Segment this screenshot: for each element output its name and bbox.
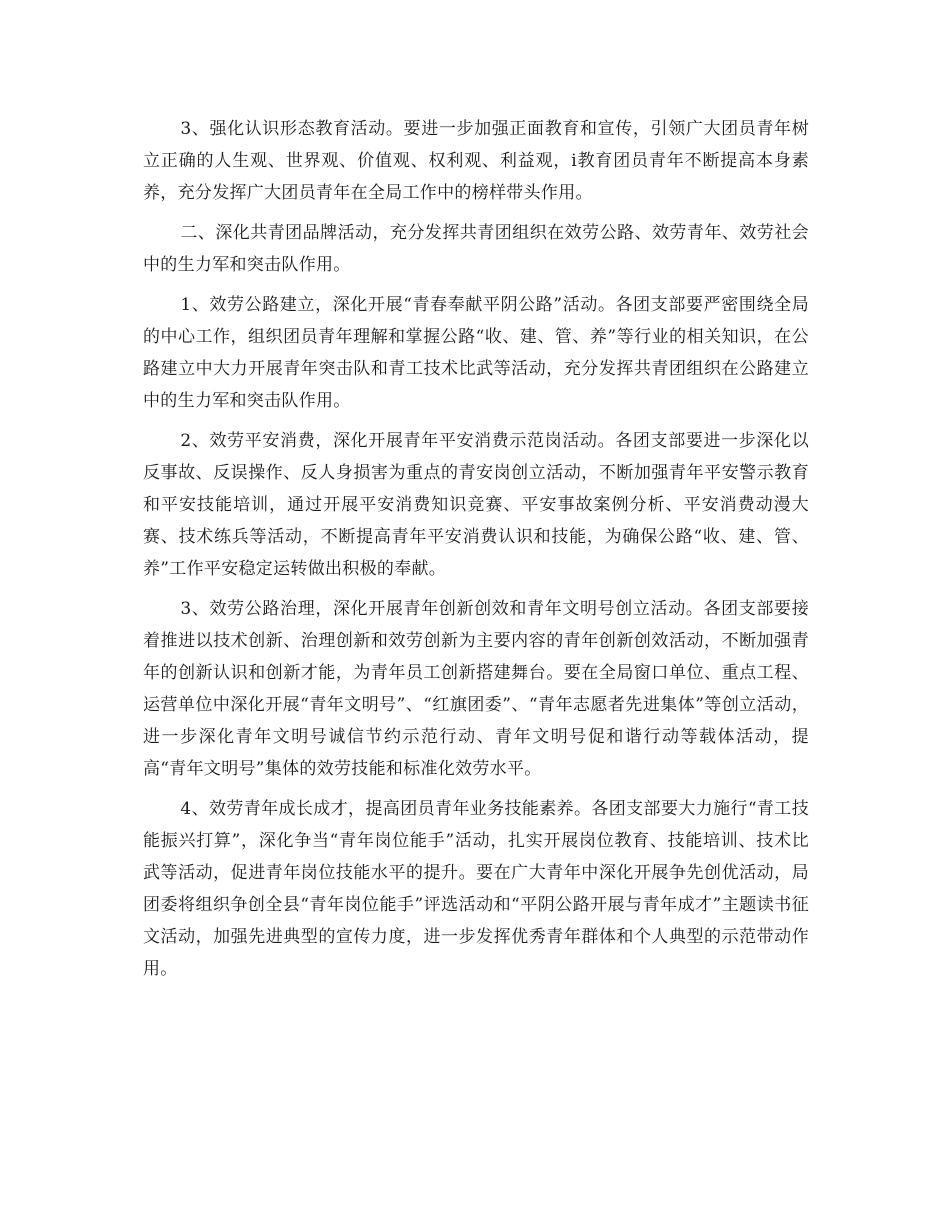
paragraph-road-management: 3、效劳公路治理，深化开展青年创新创效和青年文明号创立活动。各团支部要接着推进以技术创新、治理创新和效劳创新为主要内容的青年创新创效活动，不断加强青年的创新认识和创新才能，为青年员工创新搭建舞台。要在全局窗口单位、重点工程、运营单位中深化开展“青年文明号”、“红旗团委”、“青年志愿者先进集体”等创立活动，进一步深化青年文明号诚信节约示范行动、青年文明号促和谐行动等载体活动，提高“青年文明号”集体的效劳技能和标准化效劳水平。 <box>143 599 809 779</box>
paragraph-ideology-education: 3、强化认识形态教育活动。要进一步加强正面教育和宣传，引领广大团员青年树立正确的人生观、世界观、价值观、权利观、利益观，i教育团员青年不断提高本身素养，充分发挥广大团员青年在全局工作中的榜样带头作用。 <box>143 119 809 203</box>
document-body <box>143 113 809 993</box>
paragraph-brand-activities: 二、深化共青团品牌活动，充分发挥共青团组织在效劳公路、效劳青年、效劳社会中的生力军和突击队作用。 <box>143 223 809 275</box>
paragraph-road-construction: 1、效劳公路建立，深化开展“青春奉献平阴公路”活动。各团支部要严密围绕全局的中心工作，组织团员青年理解和掌握公路“收、建、管、养”等行业的相关知识，在公路建立中大力开展青年突击队和青工技术比武等活动，充分发挥共青团组织在公路建立中的生力军和突击队作用。 <box>143 295 809 411</box>
paragraph-youth-growth: 4、效劳青年成长成才，提高团员青年业务技能素养。各团支部要大力施行“青工技能振兴打算”，深化争当“青年岗位能手”活动，扎实开展岗位教育、技能培训、技术比武等活动，促进青年岗位技能水平的提升。要在广大青年中深化开展争先创优活动，局团委将组织争创全县“青年岗位能手”评选活动和“平阴公路开展与青年成才”主题读书征文活动，加强先进典型的宣传力度，进一步发挥优秀青年群体和个人典型的示范带动作用。 <box>143 799 809 979</box>
paragraph-safe-production: 2、效劳平安消费，深化开展青年平安消费示范岗活动。各团支部要进一步深化以反事故、反误操作、反人身损害为重点的青安岗创立活动，不断加强青年平安警示教育和平安技能培训，通过开展平安消费知识竞赛、平安事故案例分析、平安消费动漫大赛、技术练兵等活动，不断提高青年平安消费认识和技能，为确保公路“收、建、管、养”工作平安稳定运转做出积极的奉献。 <box>143 431 809 579</box>
